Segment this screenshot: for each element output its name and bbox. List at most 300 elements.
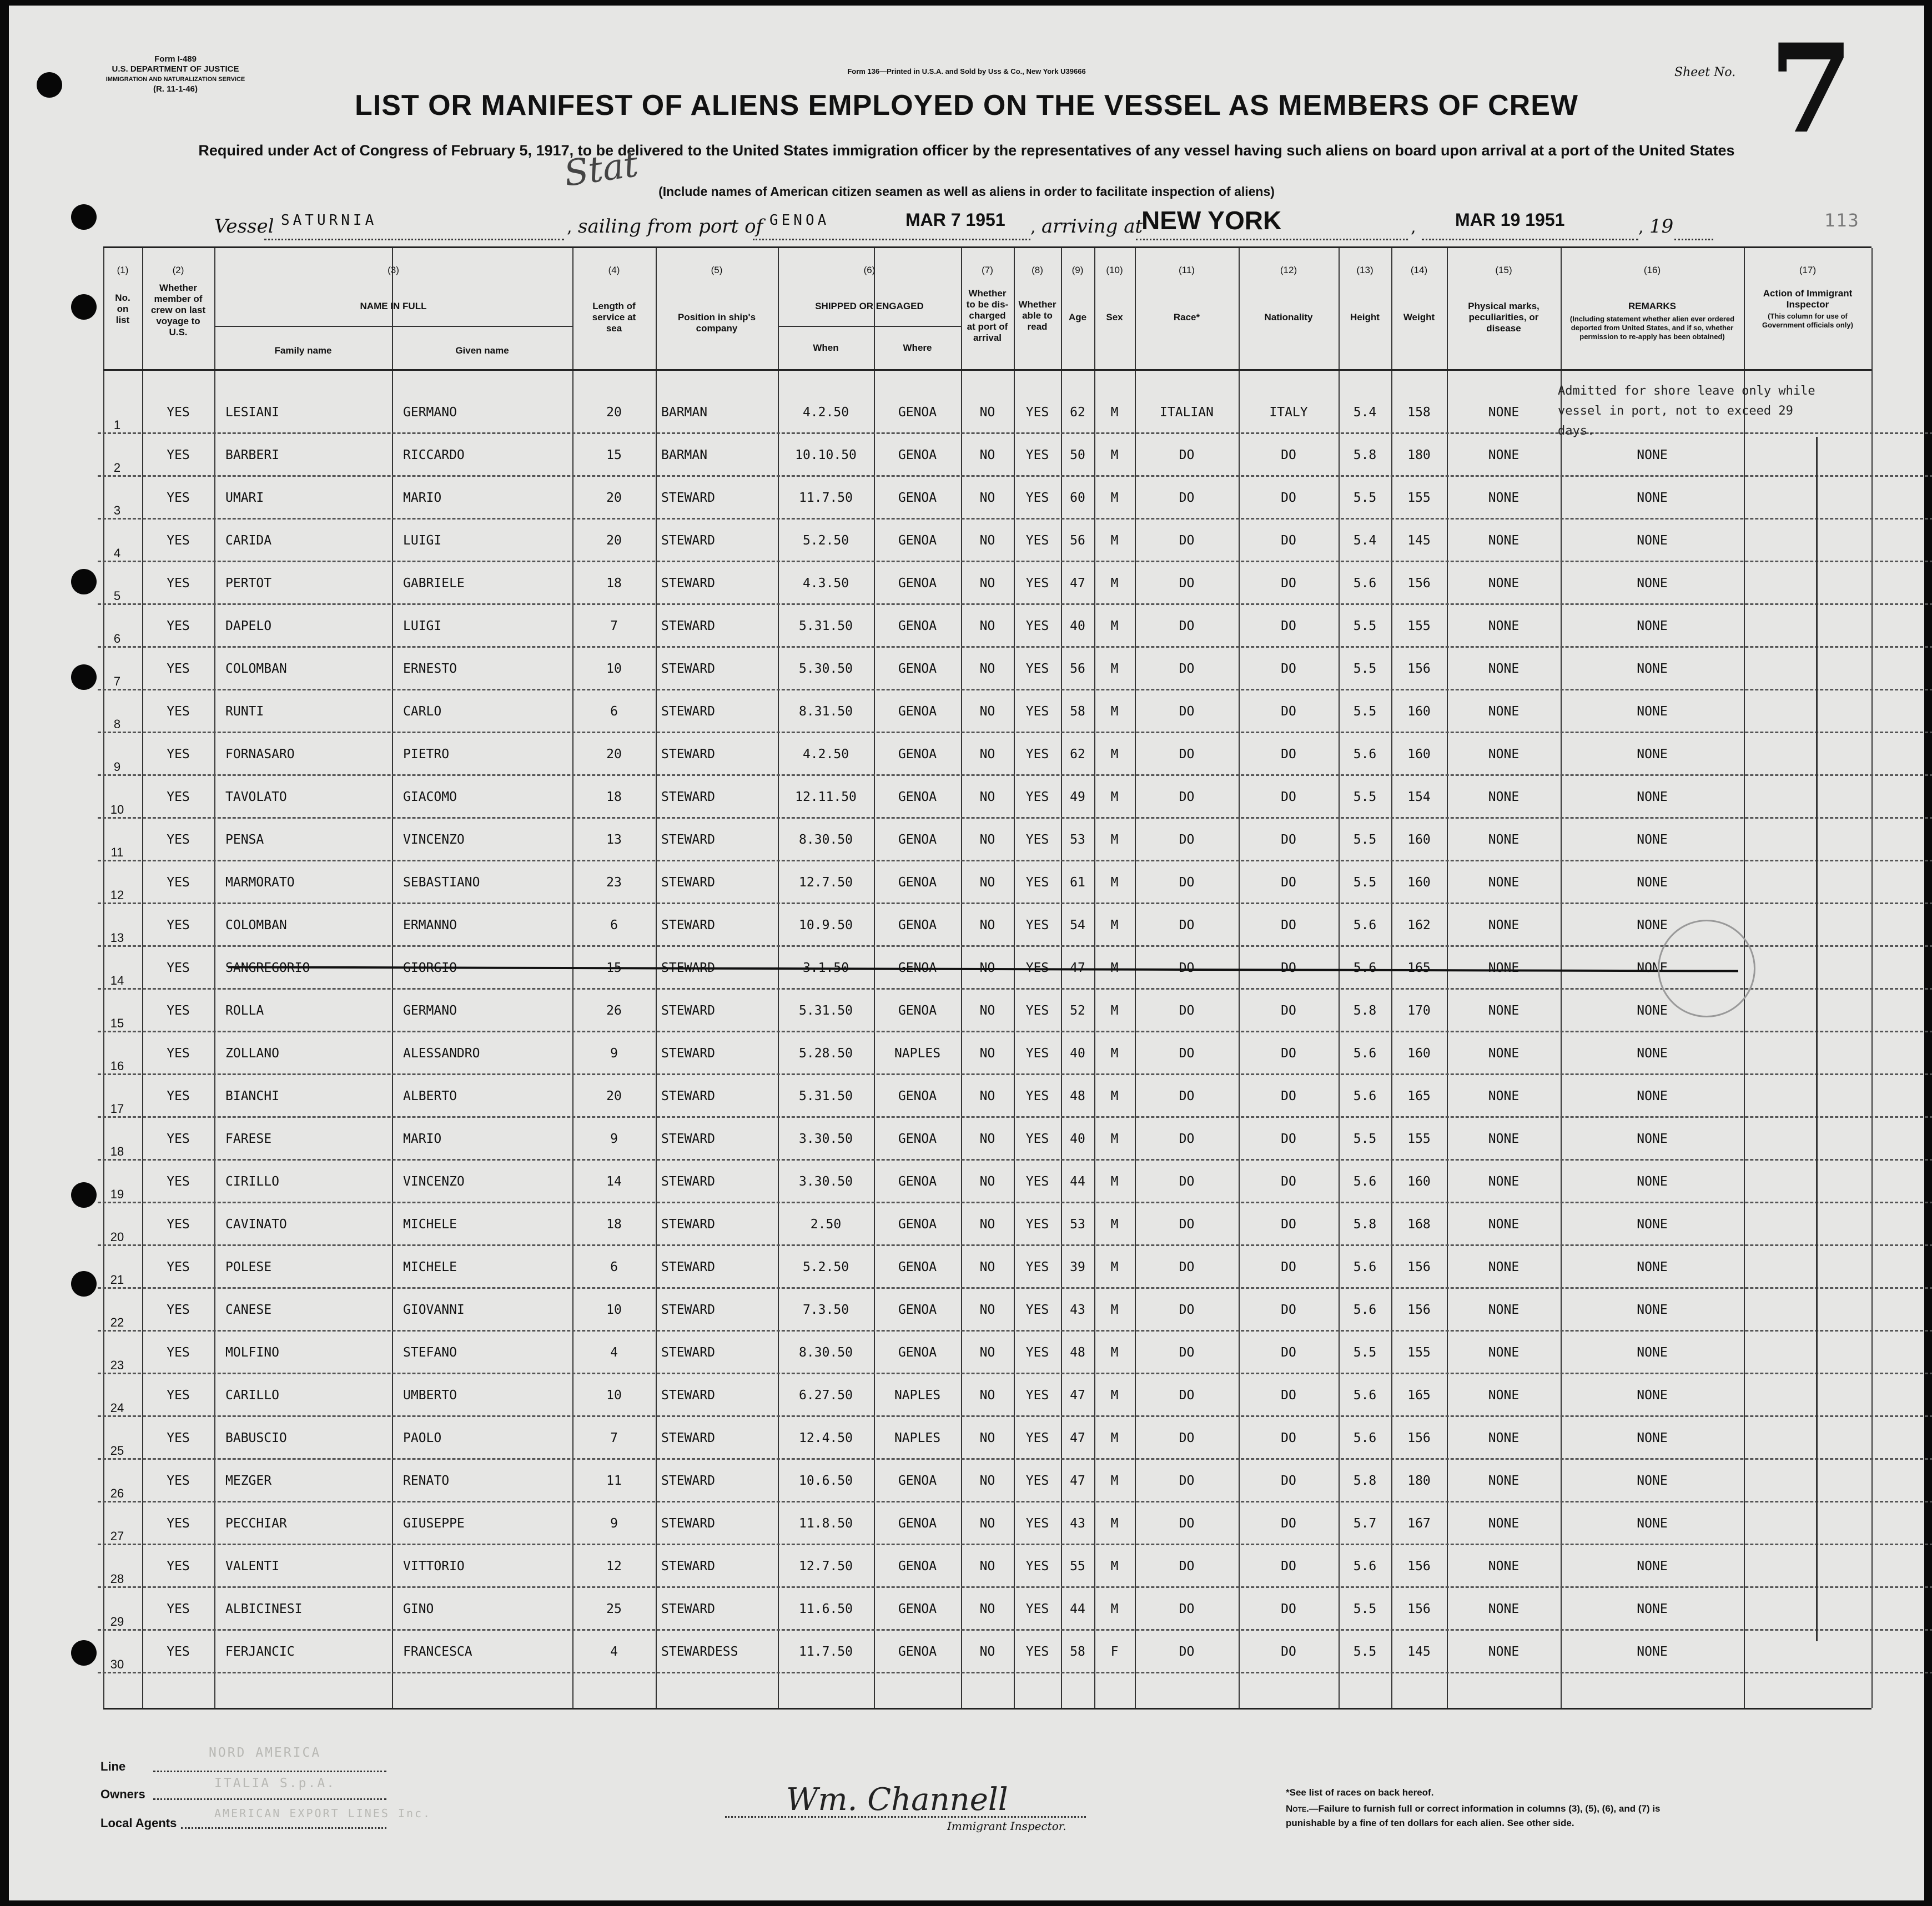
table-row	[103, 1032, 1871, 1075]
cell-when: 11.7.50	[799, 491, 853, 505]
note-label: Note.	[1286, 1803, 1309, 1814]
cell-discharge: NO	[979, 1004, 995, 1018]
cell-where: GENOA	[898, 1217, 937, 1232]
cell-where: NAPLES	[894, 1431, 941, 1445]
cell-service: 23	[606, 875, 622, 890]
cell-service: 10	[606, 662, 622, 676]
cell-nationality: DO	[1281, 1345, 1296, 1360]
cell-read: YES	[1025, 1089, 1049, 1103]
cell-position: STEWARD	[661, 1303, 715, 1317]
cell-read: YES	[1025, 1516, 1049, 1531]
cell-nationality: DO	[1281, 1516, 1296, 1531]
cell-read: YES	[1025, 1431, 1049, 1445]
cell-discharge: NO	[979, 1345, 995, 1360]
cell-weight: 165	[1407, 1089, 1431, 1103]
cell-read: YES	[1025, 405, 1049, 420]
col-header-age: Age	[1068, 312, 1087, 322]
cell-marks: NONE	[1488, 491, 1520, 505]
cell-service: 18	[606, 1217, 622, 1232]
line-label: Line	[100, 1759, 126, 1773]
cell-age: 54	[1070, 918, 1085, 932]
cell-given: UMBERTO	[403, 1388, 457, 1403]
cell-discharge: NO	[979, 704, 995, 719]
cell-weight: 155	[1407, 1132, 1431, 1146]
cell-service: 11	[606, 1474, 622, 1488]
cell-age: 60	[1070, 491, 1085, 505]
cell-where: GENOA	[898, 875, 937, 890]
cell-nationality: ITALY	[1269, 405, 1308, 420]
cell-height: 5.6	[1353, 1388, 1377, 1403]
cell-crew: YES	[167, 747, 190, 762]
cell-position: STEWARD	[661, 576, 715, 591]
cell-marks: NONE	[1488, 448, 1520, 462]
cell-sex: M	[1110, 790, 1119, 804]
col-header-given-name: Given name	[455, 345, 509, 356]
row-number: 23	[110, 1358, 124, 1372]
cell-marks: NONE	[1488, 662, 1520, 676]
cell-service: 4	[610, 1345, 618, 1360]
crew-manifest-table	[103, 246, 1871, 1710]
cell-age: 56	[1070, 533, 1085, 548]
printer-line: Form 136—Printed in U.S.A. and Sold by Uss & Co., New York U39666	[847, 67, 1086, 75]
cell-remarks: NONE	[1637, 619, 1668, 633]
cell-when: 8.31.50	[799, 704, 853, 719]
cell-where: GENOA	[898, 918, 937, 932]
cell-service: 20	[606, 1089, 622, 1103]
cell-age: 62	[1070, 747, 1085, 762]
cell-height: 5.5	[1353, 491, 1377, 505]
cell-position: STEWARD	[661, 1004, 715, 1018]
cell-height: 5.5	[1353, 1645, 1377, 1659]
cell-sex: M	[1110, 1089, 1119, 1103]
cell-given: GERMANO	[403, 405, 457, 420]
cell-marks: NONE	[1488, 1046, 1520, 1061]
cell-given: VITTORIO	[403, 1559, 465, 1574]
cell-discharge: NO	[979, 619, 995, 633]
cell-sex: M	[1110, 833, 1119, 847]
cell-remarks: NONE	[1637, 875, 1668, 890]
binder-hole	[71, 204, 97, 230]
row-number: 24	[110, 1401, 124, 1415]
cell-family: ZOLLANO	[225, 1046, 279, 1061]
cell-service: 18	[606, 790, 622, 804]
cell-weight: 156	[1407, 662, 1431, 676]
cell-family: UMARI	[225, 491, 264, 505]
cell-age: 40	[1070, 1046, 1085, 1061]
table-row	[103, 1588, 1871, 1631]
cell-family: COLOMBAN	[225, 918, 287, 932]
cell-position: STEWARD	[661, 961, 715, 975]
cell-age: 47	[1070, 1474, 1085, 1488]
cell-service: 20	[606, 491, 622, 505]
cell-family: ALBICINESI	[225, 1602, 303, 1616]
table-row	[103, 1246, 1871, 1289]
cell-age: 50	[1070, 448, 1085, 462]
cell-nationality: DO	[1281, 918, 1296, 932]
manifest-sheet: Form I-489 U.S. DEPARTMENT OF JUSTICE IMMIGRATION AND NATURALIZATION SERVICE (R. 11-1-46) Form 136—Printed in U.S.A. and Sold by Uss & Co., New York U39666 Sheet No. 7 LIST OR MANIFEST OF ALIENS EMPLOYED ON THE VESSEL AS MEMBERS OF CREW Required under Act of Congress of February 5, 1917, to be delivered to the United States immigration officer by the representatives of any vessel having such aliens on board upon arrival at a port of the United States (Include names of American citizen seamen as well as aliens in order to facilitate inspection of aliens) Stat Vessel SATURNIA , sailing from port of GENOA MAR 7 1951 , arriving at NEW YORK , MAR 19 1951 , 19 113 (1) (2) (3) (4) (5) (6) (7) (8) (9) (10) (11) (12) (13) (14) (15) (16) (17) No. on list Whether member of crew on last voyage to U.S. NAME IN FULL Family name Given name Length of service at sea Position in ship's company SHIPPED OR ENGAGED When Where Whether to be dis-charged at port of arrival Whether able to read Age Sex Race* Nationality Height Weight Physical marks, peculiarities, or disease REMARKS (Including statement whether alien ever ordered deported from United States, and if so, whether permission to re-apply has been obtained) Action of Immigrant Inspector (This column for use of Government officials only) 1 YES LESIANI GERMANO 20 BARMAN 4.2.50 GENOA NO YES 62 M ITALIAN ITALY 5.4 158 NONE 2 YES BARBERI RICCARDO 15 BARMAN 10.10.50 GENOA NO YES 50 M DO DO 5.8 180 NONE NONE 3 YES UMARI MARIO 20 STEWARD 11.7.50 GENOA NO YES 60 M DO DO 5.5 155 NONE NONE 4 YES CARIDA LUIGI 20 STEWARD 5.2.50 GENOA NO YES 56 M DO DO 5.4 145 NONE NONE 5 YES PERTOT GABRIELE 18 STEWARD 4.3.50 GENOA NO YES 47 M DO DO 5.6 156 NONE NONE 6 YES DAPELO LUIGI 7 STEWARD 5.31.50 GENOA NO YES 40 M DO DO 5.5 155 NONE NONE 7 YES COLOMBAN ERNESTO 10 STEWARD 5.30.50 GENOA NO YES 56 M DO DO 5.5 156 NONE NONE 8 YES RUNTI CARLO 6 STEWARD 8.31.50 GENOA NO YES 58 M DO DO 5.5 160 NONE NONE 9 YES FORNASARO PIETRO 20 STEWARD 4.2.50 GENOA NO YES 62 M DO DO 5.6 160 NONE NONE 10 YES TAVOLATO GIACOMO 18 STEWARD 12.11.50 GENOA NO YES 49 M DO DO 5.5 154 NONE NONE 11 YES PENSA VINCENZO 13 STEWARD 8.30.50 GENOA NO YES 53 M DO DO 5.5 160 NONE NONE 12 YES MARMORATO SEBASTIANO 23 STEWARD 12.7.50 GENOA NO YES 61 M DO DO 5.5 160 NONE NONE 13 YES COLOMBAN ERMANNO 6 STEWARD 10.9.50 GENOA NO YES 54 M DO DO 5.6 162 NONE NONE 14 YES SANGREGORIO GIORGIO 15 STEWARD 3.1.50 GENOA NO YES 47 M DO DO 5.6 165 NONE NONE 15 YES ROLLA GERMANO 26 STEWARD 5.31.50 GENOA NO YES 52 M DO DO 5.8 170 NONE NONE 16 YES ZOLLANO ALESSANDRO 9 STEWARD 5.28.50 NAPLES NO YES 40 M DO DO 5.6 160 NONE NONE 17 YES BIANCHI ALBERTO 20 STEWARD 5.31.50 GENOA NO YES 48 M DO DO 5.6 165 NONE NONE 18 YES FARESE MARIO 9 STEWARD 3.30.50 GENOA NO YES 40 M DO DO 5.5 155 NONE NONE 19 YES CIRILLO VINCENZO 14 STEWARD 3.30.50 GENOA NO YES 44 M DO DO 5.6 160 NONE NONE 20 YES CAVINATO MICHELE 18 STEWARD 2.50 GENOA NO YES 53 M DO DO 5.8 168 NONE NONE 21 YES POLESE MICHELE 6 STEWARD 5.2.50 GENOA NO YES 39 M DO DO 5.6 156 NONE NONE 22 YES CANESE GIOVANNI 10 STEWARD 7.3.50 GENOA NO YES 43 M DO DO 5.6 156 NONE NONE 23 YES MOLFINO STEFANO 4 STEWARD 8.30.50 GENOA NO YES 48 M DO DO 5.5 155 NONE NONE 24 YES CARILLO UMBERTO 10 STEWARD 6.27.50 NAPLES NO YES 47 M DO DO 5.6 165 NONE NONE 25 YES BABUSCIO PAOLO 7 STEWARD 12.4.50 NAPLES NO YES 47 M DO DO 5.6 156 NONE NONE 26 YES MEZGER RENATO 11 STEWARD 10.6.50 GENOA NO YES 47 M DO DO 5.8 180 NONE NONE 27 YES PECCHIAR GIUSEPPE 9 STEWARD 11.8.50 GENOA NO YES 43 M DO DO 5.7 167 NONE NONE 28 YES VALENTI VITTORIO 12 STEWARD 12.7.50 GENOA NO YES 55 M DO DO 5.6 156 NONE NONE 29 YES ALBICINESI GINO 25 STEWARD 11.6.50 GENOA NO YES 44 M DO DO 5.5 156 NONE NONE 30 YES FERJANCIC FRANCESCA 4 STEWARDESS 11.7.50 GENOA NO YES 58 F DO DO 5.5 145 NONE NONE Admitted for shore leave only while vessel in port, not to exceed 29 days. Line NORD AMERICA Owners ITALIA S.p.A. Local Agents AMERICAN EXPORT LINES Inc. Wm. Channell Immigrant Inspector. *See list of races on back hereof. Note.—Failure to furnish full or correct information in columns (3), (5), (6), and (7) is punishable by a fine of ten dollars for each alien. See other side.	[9, 6, 1924, 1900]
cell-discharge: NO	[979, 1602, 995, 1616]
cell-discharge: NO	[979, 875, 995, 890]
cell-crew: YES	[167, 704, 190, 719]
cell-marks: NONE	[1488, 833, 1520, 847]
cell-marks: NONE	[1488, 918, 1520, 932]
cell-marks: NONE	[1488, 1388, 1520, 1403]
cell-discharge: NO	[979, 961, 995, 975]
year-label: 19	[1649, 215, 1674, 238]
cell-given: GIUSEPPE	[403, 1516, 465, 1531]
cell-service: 10	[606, 1303, 622, 1317]
sailing-label: sailing from port of	[578, 215, 763, 238]
cell-age: 61	[1070, 875, 1085, 890]
cell-remarks: NONE	[1637, 1303, 1668, 1317]
table-row	[103, 690, 1871, 733]
cell-sex: F	[1110, 1645, 1119, 1659]
cell-family: VALENTI	[225, 1559, 279, 1574]
cell-discharge: NO	[979, 1431, 995, 1445]
cell-nationality: DO	[1281, 1132, 1296, 1146]
cell-marks: NONE	[1488, 1645, 1520, 1659]
cell-weight: 156	[1407, 1431, 1431, 1445]
col-num-13: (13)	[1356, 265, 1373, 275]
cell-race: DO	[1179, 918, 1195, 932]
cell-where: GENOA	[898, 1004, 937, 1018]
cell-sex: M	[1110, 875, 1119, 890]
cell-height: 5.6	[1353, 1046, 1377, 1061]
cell-nationality: DO	[1281, 533, 1296, 548]
cell-family: BARBERI	[225, 448, 279, 462]
cell-race: ITALIAN	[1160, 405, 1214, 420]
cell-sex: M	[1110, 491, 1119, 505]
cell-discharge: NO	[979, 491, 995, 505]
col-header-sex: Sex	[1106, 312, 1123, 322]
cell-weight: 154	[1407, 790, 1431, 804]
cell-weight: 155	[1407, 1345, 1431, 1360]
cell-position: STEWARD	[661, 747, 715, 762]
cell-marks: NONE	[1488, 533, 1520, 548]
cell-position: STEWARD	[661, 533, 715, 548]
cell-race: DO	[1179, 790, 1195, 804]
cell-nationality: DO	[1281, 1046, 1296, 1061]
cell-where: GENOA	[898, 405, 937, 420]
cell-family: PECCHIAR	[225, 1516, 287, 1531]
cell-read: YES	[1025, 704, 1049, 719]
cell-crew: YES	[167, 619, 190, 633]
cell-position: STEWARD	[661, 1217, 715, 1232]
cell-race: DO	[1179, 1217, 1195, 1232]
row-number: 13	[110, 931, 124, 945]
cell-discharge: NO	[979, 576, 995, 591]
cell-crew: YES	[167, 1345, 190, 1360]
cell-remarks: NONE	[1637, 1516, 1668, 1531]
cell-remarks: NONE	[1637, 704, 1668, 719]
cell-weight: 156	[1407, 576, 1431, 591]
cell-where: NAPLES	[894, 1388, 941, 1403]
cell-nationality: DO	[1281, 1388, 1296, 1403]
cell-service: 7	[610, 1431, 618, 1445]
cell-when: 12.7.50	[799, 875, 853, 890]
cell-sex: M	[1110, 1046, 1119, 1061]
cell-when: 10.9.50	[799, 918, 853, 932]
cell-height: 5.6	[1353, 1174, 1377, 1189]
cell-service: 15	[606, 961, 622, 975]
cell-crew: YES	[167, 1645, 190, 1659]
cell-discharge: NO	[979, 1645, 995, 1659]
inspector-signature: Wm. Channell	[786, 1782, 1008, 1818]
col-header-name: NAME IN FULL	[360, 301, 427, 311]
cell-family: FARESE	[225, 1132, 272, 1146]
cell-crew: YES	[167, 833, 190, 847]
cell-height: 5.6	[1353, 1089, 1377, 1103]
col-header-nationality: Nationality	[1264, 312, 1313, 322]
cell-remarks: NONE	[1637, 1046, 1668, 1061]
cell-height: 5.6	[1353, 1431, 1377, 1445]
col-header-shipped: SHIPPED OR ENGAGED	[815, 301, 924, 311]
cell-read: YES	[1025, 619, 1049, 633]
cell-given: PAOLO	[403, 1431, 442, 1445]
cell-race: DO	[1179, 1046, 1195, 1061]
cell-crew: YES	[167, 1004, 190, 1018]
cell-position: STEWARD	[661, 1516, 715, 1531]
owners-value: ITALIA S.p.A.	[214, 1776, 336, 1791]
cell-given: LUIGI	[403, 619, 442, 633]
cell-family: CARIDA	[225, 533, 272, 548]
cell-weight: 162	[1407, 918, 1431, 932]
cell-read: YES	[1025, 833, 1049, 847]
cell-height: 5.5	[1353, 619, 1377, 633]
row-number: 19	[110, 1187, 124, 1201]
cell-read: YES	[1025, 1132, 1049, 1146]
cell-given: GERMANO	[403, 1004, 457, 1018]
cell-nationality: DO	[1281, 961, 1296, 975]
col-header-position: Position in ship's company	[677, 312, 756, 334]
cell-remarks: NONE	[1637, 833, 1668, 847]
cell-marks: NONE	[1488, 1260, 1520, 1274]
cell-weight: 155	[1407, 619, 1431, 633]
cell-remarks: NONE	[1637, 533, 1668, 548]
cell-family: RUNTI	[225, 704, 264, 719]
cell-sex: M	[1110, 405, 1119, 420]
cell-crew: YES	[167, 1046, 190, 1061]
col-header-crew: Whether member of crew on last voyage to U.S.	[150, 283, 206, 337]
cell-crew: YES	[167, 1174, 190, 1189]
cell-weight: 156	[1407, 1559, 1431, 1574]
cell-family: ROLLA	[225, 1004, 264, 1018]
cell-remarks: NONE	[1637, 1217, 1668, 1232]
document-title: LIST OR MANIFEST OF ALIENS EMPLOYED ON THE VESSEL AS MEMBERS OF CREW	[355, 89, 1578, 122]
cell-weight: 160	[1407, 704, 1431, 719]
cell-position: STEWARD	[661, 1559, 715, 1574]
cell-crew: YES	[167, 1388, 190, 1403]
cell-read: YES	[1025, 491, 1049, 505]
cell-family: BABUSCIO	[225, 1431, 287, 1445]
cell-position: STEWARD	[661, 1174, 715, 1189]
cell-when: 2.50	[810, 1217, 842, 1232]
cell-race: DO	[1179, 448, 1195, 462]
col-header-action-note: (This column for use of Government officials only)	[1762, 312, 1853, 329]
cell-where: GENOA	[898, 961, 937, 975]
row-number: 17	[110, 1102, 124, 1116]
cell-sex: M	[1110, 1132, 1119, 1146]
cell-family: BIANCHI	[225, 1089, 279, 1103]
cell-read: YES	[1025, 1645, 1049, 1659]
cell-given: MARIO	[403, 1132, 442, 1146]
cell-read: YES	[1025, 576, 1049, 591]
row-number: 11	[110, 845, 124, 859]
col-header-marks: Physical marks, peculiarities, or disease	[1468, 301, 1539, 334]
cell-nationality: DO	[1281, 1431, 1296, 1445]
cell-when: 4.2.50	[802, 747, 849, 762]
cell-service: 15	[606, 448, 622, 462]
cell-sex: M	[1110, 1431, 1119, 1445]
cell-race: DO	[1179, 1303, 1195, 1317]
cell-family: CIRILLO	[225, 1174, 279, 1189]
cell-nationality: DO	[1281, 491, 1296, 505]
cell-remarks: NONE	[1637, 1645, 1668, 1659]
cell-remarks: NONE	[1637, 1431, 1668, 1445]
cell-height: 5.5	[1353, 662, 1377, 676]
cell-service: 9	[610, 1516, 618, 1531]
cell-height: 5.6	[1353, 1303, 1377, 1317]
cell-discharge: NO	[979, 533, 995, 548]
cell-read: YES	[1025, 1174, 1049, 1189]
cell-family: CAVINATO	[225, 1217, 287, 1232]
cell-weight: 165	[1407, 961, 1431, 975]
cell-age: 40	[1070, 1132, 1085, 1146]
cell-sex: M	[1110, 1516, 1119, 1531]
form-id: Form I-489	[154, 54, 197, 64]
col-num-8: (8)	[1032, 265, 1043, 275]
cell-marks: NONE	[1488, 1303, 1520, 1317]
col-num-2: (2)	[172, 265, 184, 275]
cell-remarks: NONE	[1637, 1345, 1668, 1360]
row-number: 14	[110, 974, 124, 987]
row-number: 12	[110, 888, 124, 902]
cell-read: YES	[1025, 1303, 1049, 1317]
cell-crew: YES	[167, 1431, 190, 1445]
table-row	[103, 1631, 1871, 1673]
cell-height: 5.5	[1353, 1602, 1377, 1616]
cell-position: STEWARDESS	[661, 1645, 738, 1659]
vessel-name: SATURNIA	[281, 212, 378, 229]
cell-read: YES	[1025, 1046, 1049, 1061]
col-header-height: Height	[1350, 312, 1380, 322]
cell-read: YES	[1025, 1217, 1049, 1232]
cell-height: 5.6	[1353, 961, 1377, 975]
cell-family: DAPELO	[225, 619, 272, 633]
cell-position: STEWARD	[661, 619, 715, 633]
cell-race: DO	[1179, 1645, 1195, 1659]
cell-marks: NONE	[1488, 961, 1520, 975]
cell-position: STEWARD	[661, 1474, 715, 1488]
cell-discharge: NO	[979, 747, 995, 762]
cell-read: YES	[1025, 1345, 1049, 1360]
cell-weight: 168	[1407, 1217, 1431, 1232]
cell-nationality: DO	[1281, 662, 1296, 676]
cell-read: YES	[1025, 918, 1049, 932]
cell-position: STEWARD	[661, 1602, 715, 1616]
cell-age: 44	[1070, 1174, 1085, 1189]
col-num-11: (11)	[1179, 265, 1195, 275]
cell-height: 5.5	[1353, 790, 1377, 804]
cell-when: 8.30.50	[799, 1345, 853, 1360]
col-num-14: (14)	[1410, 265, 1428, 275]
cell-nationality: DO	[1281, 576, 1296, 591]
vessel-label: Vessel	[214, 215, 274, 238]
line-value: NORD AMERICA	[209, 1746, 321, 1760]
cell-read: YES	[1025, 1388, 1049, 1403]
cell-where: GENOA	[898, 790, 937, 804]
cell-age: 58	[1070, 1645, 1085, 1659]
cell-nationality: DO	[1281, 790, 1296, 804]
row-number: 21	[110, 1273, 124, 1287]
cell-when: 4.3.50	[802, 576, 849, 591]
cell-when: 3.30.50	[799, 1132, 853, 1146]
table-row	[103, 1460, 1871, 1502]
cell-where: GENOA	[898, 1474, 937, 1488]
cell-race: DO	[1179, 961, 1195, 975]
table-row	[103, 562, 1871, 605]
cell-height: 5.6	[1353, 747, 1377, 762]
row-number: 8	[113, 717, 121, 731]
cell-race: DO	[1179, 1260, 1195, 1274]
cell-when: 10.6.50	[799, 1474, 853, 1488]
cell-service: 9	[610, 1132, 618, 1146]
cell-where: GENOA	[898, 662, 937, 676]
cell-height: 5.5	[1353, 1345, 1377, 1360]
cell-nationality: DO	[1281, 619, 1296, 633]
table-row	[103, 648, 1871, 690]
cell-discharge: NO	[979, 1046, 995, 1061]
cell-nationality: DO	[1281, 1004, 1296, 1018]
table-row	[103, 1075, 1871, 1118]
department: U.S. DEPARTMENT OF JUSTICE	[112, 64, 239, 74]
cell-marks: NONE	[1488, 875, 1520, 890]
cell-given: MARIO	[403, 491, 442, 505]
cell-age: 47	[1070, 576, 1085, 591]
row-number: 29	[110, 1615, 124, 1628]
col-header-service: Length of service at sea	[592, 301, 636, 334]
cell-read: YES	[1025, 1559, 1049, 1574]
cell-given: VINCENZO	[403, 1174, 465, 1189]
cell-sex: M	[1110, 1474, 1119, 1488]
col-num-16: (16)	[1643, 265, 1661, 275]
cell-position: STEWARD	[661, 491, 715, 505]
cell-family: MEZGER	[225, 1474, 272, 1488]
cell-where: GENOA	[898, 1089, 937, 1103]
cell-weight: 145	[1407, 1645, 1431, 1659]
cell-race: DO	[1179, 1174, 1195, 1189]
cell-when: 10.10.50	[795, 448, 857, 462]
cell-age: 58	[1070, 704, 1085, 719]
cell-family: PERTOT	[225, 576, 272, 591]
cell-family: LESIANI	[225, 405, 279, 420]
cell-service: 6	[610, 704, 618, 719]
col-header-no: No. on list	[115, 293, 130, 325]
cell-when: 11.6.50	[799, 1602, 853, 1616]
cell-nationality: DO	[1281, 1089, 1296, 1103]
cell-race: DO	[1179, 747, 1195, 762]
cell-crew: YES	[167, 1602, 190, 1616]
cell-marks: NONE	[1488, 1345, 1520, 1360]
cell-nationality: DO	[1281, 833, 1296, 847]
cell-position: STEWARD	[661, 1046, 715, 1061]
cell-given: GINO	[403, 1602, 434, 1616]
cell-service: 7	[610, 619, 618, 633]
arrival-port: NEW YORK	[1141, 206, 1282, 235]
cell-read: YES	[1025, 961, 1049, 975]
cell-position: BARMAN	[661, 448, 708, 462]
revision: (R. 11-1-46)	[153, 84, 198, 94]
